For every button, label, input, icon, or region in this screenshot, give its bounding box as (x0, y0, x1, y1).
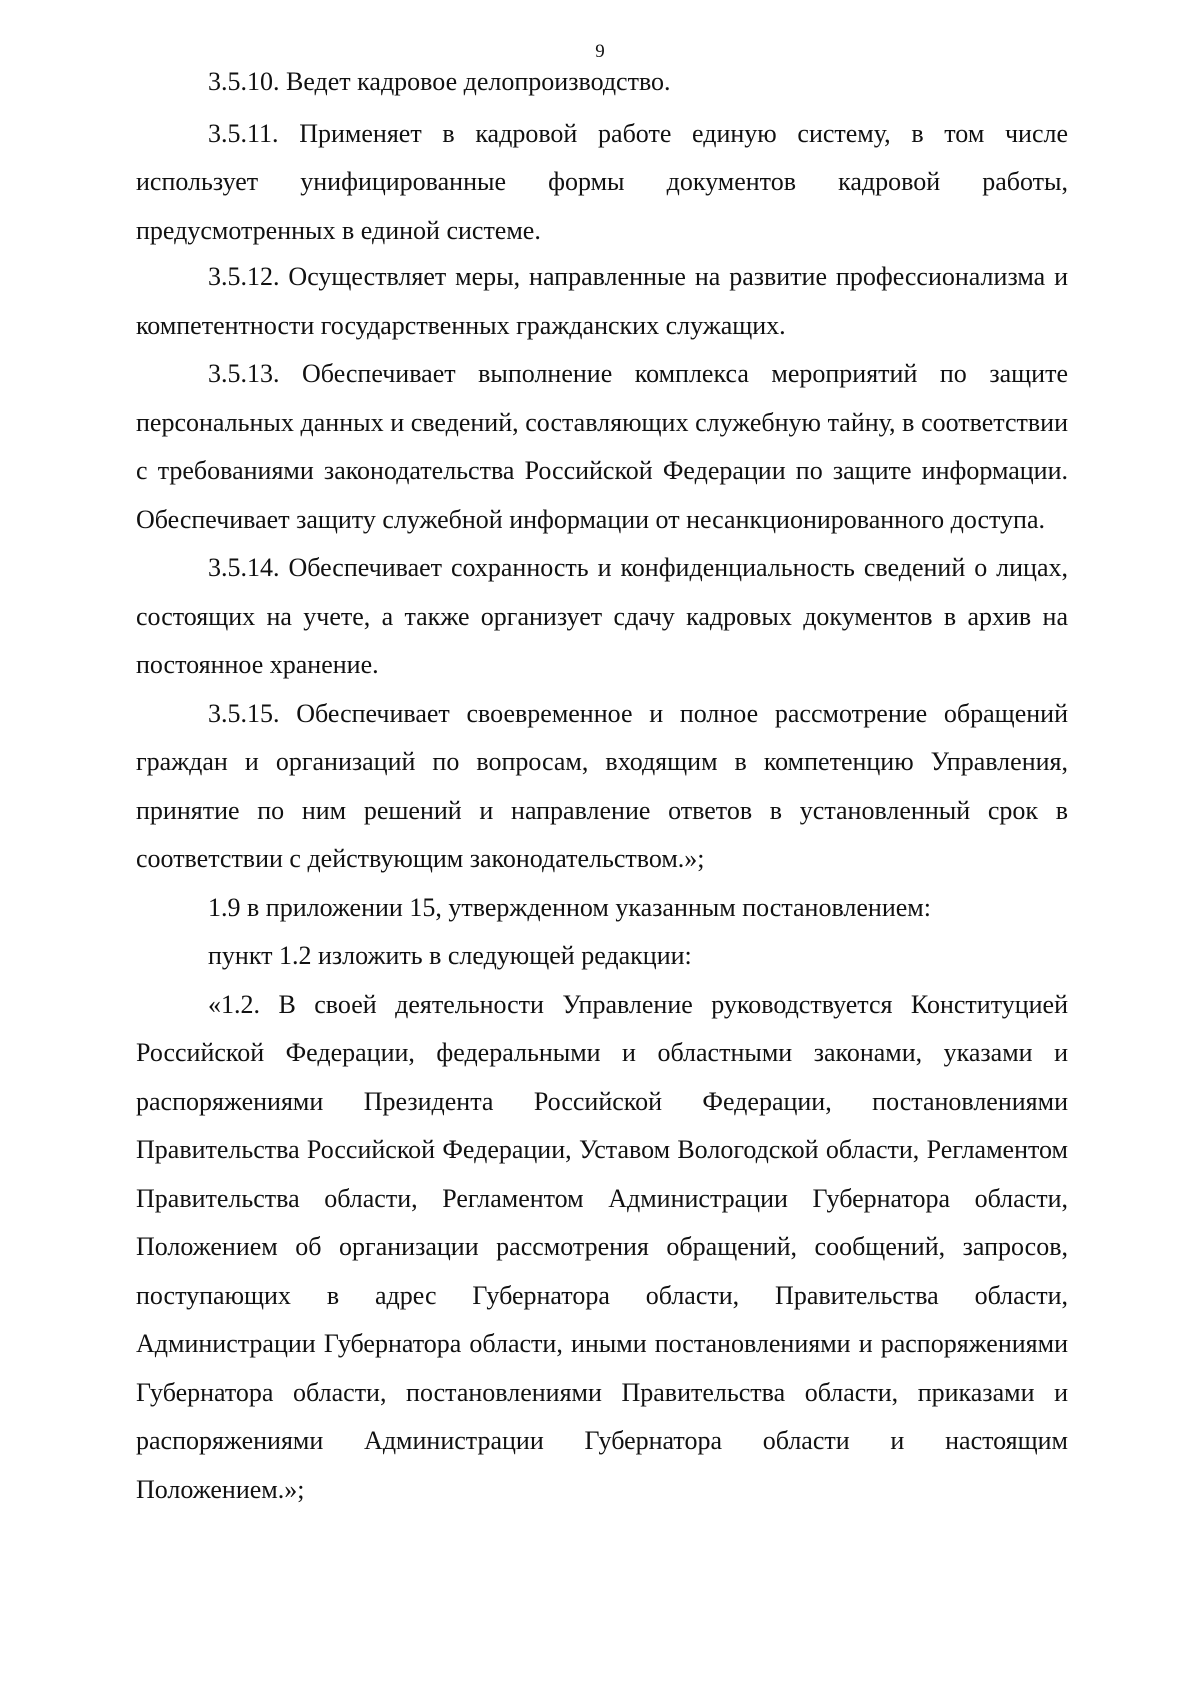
paragraph-3-5-12: 3.5.12. Осуществляет меры, направленные на развитие профессионализма и компетентности государственных гражданских служащих. (136, 262, 1068, 340)
paragraph-1-9: 1.9 в приложении 15, утвержденном указанным постановлением: (208, 892, 931, 922)
paragraph-3-5-10: 3.5.10. Ведет кадровое делопроизводство. (208, 67, 671, 96)
paragraph-3-5-15: 3.5.15. Обеспечивает своевременное и полное рассмотрение обращений граждан и организаций по вопросам, входящим в компетенцию Управления, принятие по ним решений и направление ответов в установленный срок в соответствии с действующим законодательством.»; (136, 698, 1068, 873)
paragraph-3-5-14: 3.5.14. Обеспечивает сохранность и конфиденциальность сведений о лицах, состоящих на учете, а также организует сдачу кадровых документов в архив на постоянное хранение. (136, 553, 1068, 679)
paragraph-1-2-text: «1.2. В своей деятельности Управление руководствуется Конституцией Российской Федерации, федеральными и областными законами, указами и распоряжениями Президента Российской Федерации, постановлениями Правительства Российской Федерации, Уставом Вологодской области, Регламентом Правительства области, Регламентом Администрации Губернатора области, Положением об организации рассмотрения обращений, сообщений, запросов, поступающих в адрес Губернатора области, Правительства области, Администрации Губернатора области, иными постановлениями и распоряжениями Губернатора области, постановлениями Правительства области, приказами и распоряжениями Администрации Губернатора области и настоящим Положением.»; (136, 989, 1068, 1504)
paragraph-3-5-11: 3.5.11. Применяет в кадровой работе единую систему, в том числе использует унифицированные формы документов кадровой работы, предусмотренных в единой системе. (136, 118, 1068, 245)
paragraph-point-1-2-instruction: пункт 1.2 изложить в следующей редакции: (208, 941, 692, 970)
page-number: 9 (595, 41, 605, 62)
paragraph-3-5-13: 3.5.13. Обеспечивает выполнение комплекса мероприятий по защите персональных данных и сведений, составляющих служебную тайну, в соответствии с требованиями законодательства Российской Федерации по защите информации. Обеспечивает защиту служебной информации от несанкционированного доступа. (136, 359, 1068, 534)
document-body (136, 58, 1068, 1514)
